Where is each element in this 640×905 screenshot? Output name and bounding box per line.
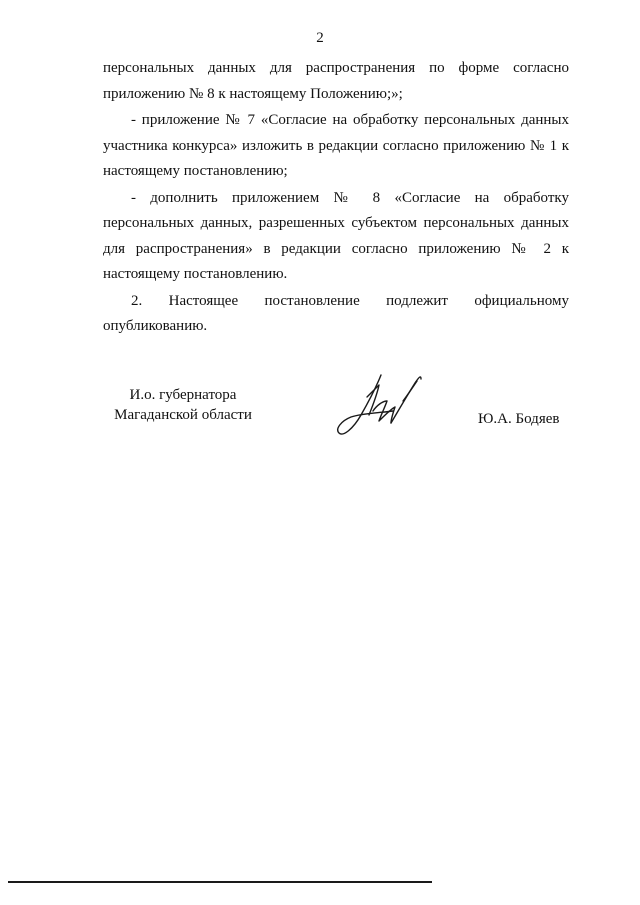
signer-position: [103, 385, 263, 425]
paragraph-publication: 2. Настоящее постановление подлежит официальному опубликованию.: [103, 292, 569, 334]
paragraph-amendment-appendix-8: - дополнить приложением № 8 «Согласие на обработку персональных данных, разрешенных субъектом персональных данных для распространения» в редакции согласно приложению № 2 к настоящему постановлению.: [103, 189, 569, 282]
paragraph-continuation: персональных данных для распространения по форме согласно приложению № 8 к настоящему Положению;»;: [103, 60, 569, 102]
footer-rule: [8, 881, 432, 883]
document-body: [103, 56, 569, 341]
page-number: 2: [316, 30, 324, 46]
signer-position-line-2: Магаданской области: [114, 407, 252, 423]
paragraph-amendment-appendix-7: - приложение № 7 «Согласие на обработку персональных данных участника конкурса» изложить в редакции согласно приложению № 1 к настоящему постановлению;: [103, 112, 569, 179]
signature-icon: [333, 371, 433, 443]
signer-name: Ю.А. Бодяев: [478, 411, 560, 427]
signer-position-line-1: И.о. губернатора: [129, 387, 237, 403]
